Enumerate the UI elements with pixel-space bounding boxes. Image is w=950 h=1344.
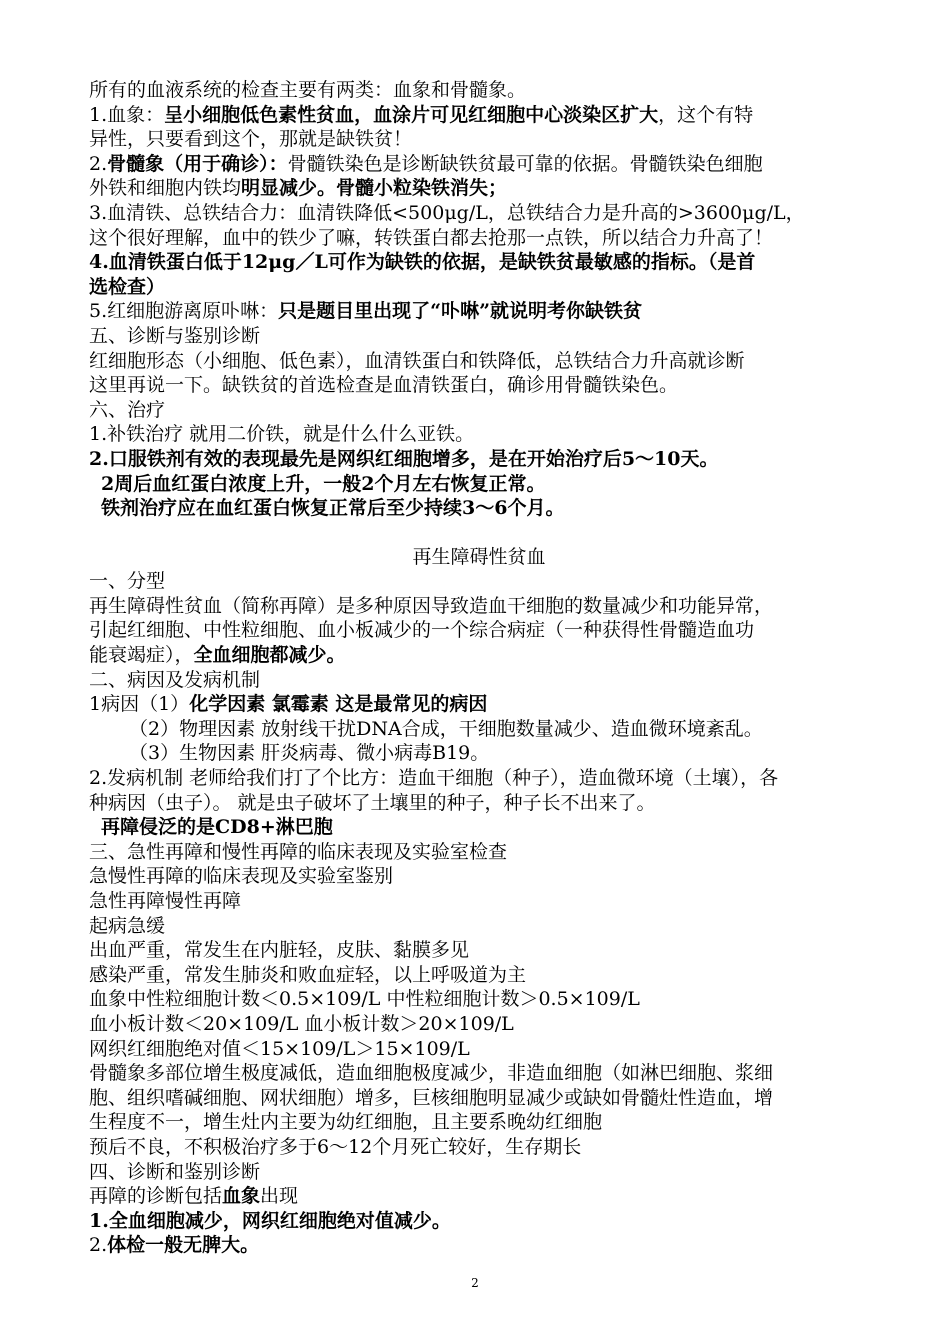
text-run: 三、急性再障和慢性再障的临床表现及实验室检查	[89, 840, 508, 863]
bold-text: 2.口服铁剂有效的表现最先是网织红细胞增多，是在开始治疗后5～10天。	[89, 447, 719, 470]
text-line	[89, 840, 869, 865]
text-line	[89, 152, 869, 177]
text-run: 血象中性粒细胞计数＜0.5×109/L 中性粒细胞计数＞0.5×109/L	[89, 988, 640, 1011]
text-line	[89, 618, 869, 643]
text-line	[89, 815, 869, 840]
text-line	[89, 275, 869, 300]
text-run: 起病急缓	[89, 914, 166, 937]
text-line	[89, 1086, 869, 1111]
text-line	[89, 643, 869, 668]
text-run: 骨髓铁染色是诊断缺铁贫最可靠的依据。骨髓铁染色细胞	[287, 152, 763, 175]
text-line	[89, 987, 869, 1012]
bold-text: 4.血清铁蛋白低于12μg／L可作为缺铁的依据，是缺铁贫最敏感的指标。（是首	[89, 251, 756, 274]
text-line	[89, 692, 869, 717]
text-line	[89, 1233, 869, 1258]
text-line	[89, 766, 869, 791]
text-line	[89, 1135, 869, 1160]
text-run: 红细胞形态（小细胞、低色素），血清铁蛋白和铁降低，总铁结合力升高就诊断	[89, 349, 745, 372]
text-line	[89, 176, 869, 201]
bold-text: 1.全血细胞减少，网织红细胞绝对值减少。	[89, 1209, 451, 1232]
text-line	[89, 373, 869, 398]
text-run: 异性，只要看到这个，那就是缺铁贫！	[89, 128, 413, 151]
text-line	[89, 791, 869, 816]
bold-text: 血象	[222, 1185, 261, 1208]
text-run: 六、治疗	[89, 398, 166, 421]
text-line	[89, 398, 869, 423]
text-run: （2）物理因素 放射线干扰DNA合成，干细胞数量减少、造血微环境紊乱。	[129, 717, 763, 740]
text-run: 出现	[260, 1185, 299, 1208]
text-line	[89, 422, 869, 447]
text-run: 1病因（1）	[89, 693, 190, 716]
text-line	[89, 472, 869, 497]
text-run: 预后不良，不积极治疗多于6～12个月死亡较好，生存期长	[89, 1135, 582, 1158]
text-line	[89, 963, 869, 988]
text-run: 四、诊断和鉴别诊断	[89, 1160, 261, 1183]
text-line	[89, 569, 869, 594]
text-line	[89, 1160, 869, 1185]
text-run: 一、分型	[89, 570, 166, 593]
text-line	[89, 78, 869, 103]
blank-line	[89, 521, 869, 545]
text-run: 急慢性再障的临床表现及实验室鉴别	[89, 865, 394, 888]
section-title	[89, 545, 869, 570]
text-line	[89, 717, 869, 742]
text-run: 种病因（虫子）。 就是虫子破坏了土壤里的种子，种子长不出来了。	[89, 791, 656, 814]
text-line	[89, 1184, 869, 1209]
bold-text: 化学因素 氯霉素 这是最常见的病因	[189, 693, 488, 716]
text-line	[89, 1012, 869, 1037]
text-line	[89, 324, 869, 349]
text-run: 再生障碍性贫血	[412, 545, 546, 568]
text-run: 1.补铁治疗 就用二价铁，就是什么什么亚铁。	[89, 423, 475, 446]
text-run: 1.血象：	[89, 103, 165, 126]
text-run: 引起红细胞、中性粒细胞、血小板减少的一个综合病症（一种获得性骨髓造血功	[89, 619, 755, 642]
text-line	[89, 299, 869, 324]
text-run: 2.	[89, 1234, 108, 1257]
bold-text: 呈小细胞低色素性贫血，血涂片可见红细胞中心淡染区扩大	[164, 103, 659, 126]
bold-text: 体检一般无脾大。	[107, 1234, 260, 1257]
text-run: 感染严重，常发生肺炎和败血症轻，以上呼吸道为主	[89, 963, 527, 986]
text-line	[89, 496, 869, 521]
bold-text: 全血细胞都减少。	[193, 644, 346, 667]
text-run: 网织红细胞绝对值＜15×109/L＞15×109/L	[89, 1037, 470, 1060]
text-run: 5.红细胞游离原卟啉：	[89, 300, 279, 323]
text-line	[89, 349, 869, 374]
bold-text: 再障侵泛的是CD8+淋巴胞	[101, 816, 333, 839]
text-run: 外铁和细胞内铁均	[89, 177, 242, 200]
text-line	[89, 1209, 869, 1234]
text-line	[89, 1110, 869, 1135]
document-body	[89, 78, 869, 1258]
page-number: 2	[471, 1276, 479, 1290]
text-run: 3.血清铁、总铁结合力：血清铁降低<500μg/L，总铁结合力是升高的>3600μg/L，	[89, 201, 805, 224]
text-line	[89, 594, 869, 619]
text-line	[89, 447, 869, 472]
text-line	[89, 889, 869, 914]
text-run: 这个很好理解，血中的铁少了嘛，转铁蛋白都去抢那一点铁，所以结合力升高了！	[89, 226, 774, 249]
text-run: 再生障碍性贫血（简称再障）是多种原因导致造血干细胞的数量减少和功能异常，	[89, 594, 774, 617]
bold-text: 明显减少。骨髓小粒染铁消失；	[241, 177, 508, 200]
text-line	[89, 864, 869, 889]
text-line	[89, 938, 869, 963]
text-run: 生程度不一，增生灶内主要为幼红细胞，且主要系晚幼红细胞	[89, 1111, 603, 1134]
text-run: 急性再障慢性再障	[89, 890, 242, 912]
text-run: 再障的诊断包括	[89, 1185, 223, 1208]
text-line	[89, 668, 869, 693]
text-line	[89, 103, 869, 128]
text-run: ，这个有特	[658, 103, 754, 126]
text-run: 骨髓象多部位增生极度减低，造血细胞极度减少，非造血细胞（如淋巴细胞、浆细	[89, 1062, 774, 1085]
text-line	[89, 1037, 869, 1062]
text-line	[89, 127, 869, 152]
text-run: 胞、组织嗜碱细胞、网状细胞）增多，巨核细胞明显减少或缺如骨髓灶性造血，增	[89, 1086, 774, 1109]
text-line	[89, 741, 869, 766]
text-run: 2.	[89, 152, 108, 175]
text-run: 出血严重，常发生在内脏轻，皮肤、黏膜多见	[89, 939, 470, 962]
text-line	[89, 1061, 869, 1086]
bold-text: 铁剂治疗应在血红蛋白恢复正常后至少持续3～6个月。	[101, 497, 565, 520]
text-run: 血小板计数＜20×109/L 血小板计数＞20×109/L	[89, 1012, 514, 1035]
text-run: 能衰竭症），	[89, 644, 194, 667]
text-line	[89, 226, 869, 251]
text-run: 五、诊断与鉴别诊断	[89, 324, 261, 347]
bold-text: 骨髓象（用于确诊）：	[107, 152, 288, 175]
text-run: 2.发病机制 老师给我们打了个比方：造血干细胞（种子），造血微环境（土壤），各	[89, 767, 779, 790]
text-line	[89, 914, 869, 939]
bold-text: 只是题目里出现了“卟啉”就说明考你缺铁贫	[278, 300, 642, 323]
text-run: 这里再说一下。缺铁贫的首选检查是血清铁蛋白，确诊用骨髓铁染色。	[89, 374, 679, 397]
text-run: （3）生物因素 肝炎病毒、微小病毒B19。	[129, 742, 490, 765]
text-run: 二、病因及发病机制	[89, 668, 261, 691]
bold-text: 选检查）	[89, 275, 166, 298]
bold-text: 2周后血红蛋白浓度上升，一般2个月左右恢复正常。	[101, 472, 546, 495]
text-line	[89, 250, 869, 275]
text-line	[89, 201, 869, 226]
text-run: 所有的血液系统的检查主要有两类：血象和骨髓象。	[89, 79, 527, 101]
